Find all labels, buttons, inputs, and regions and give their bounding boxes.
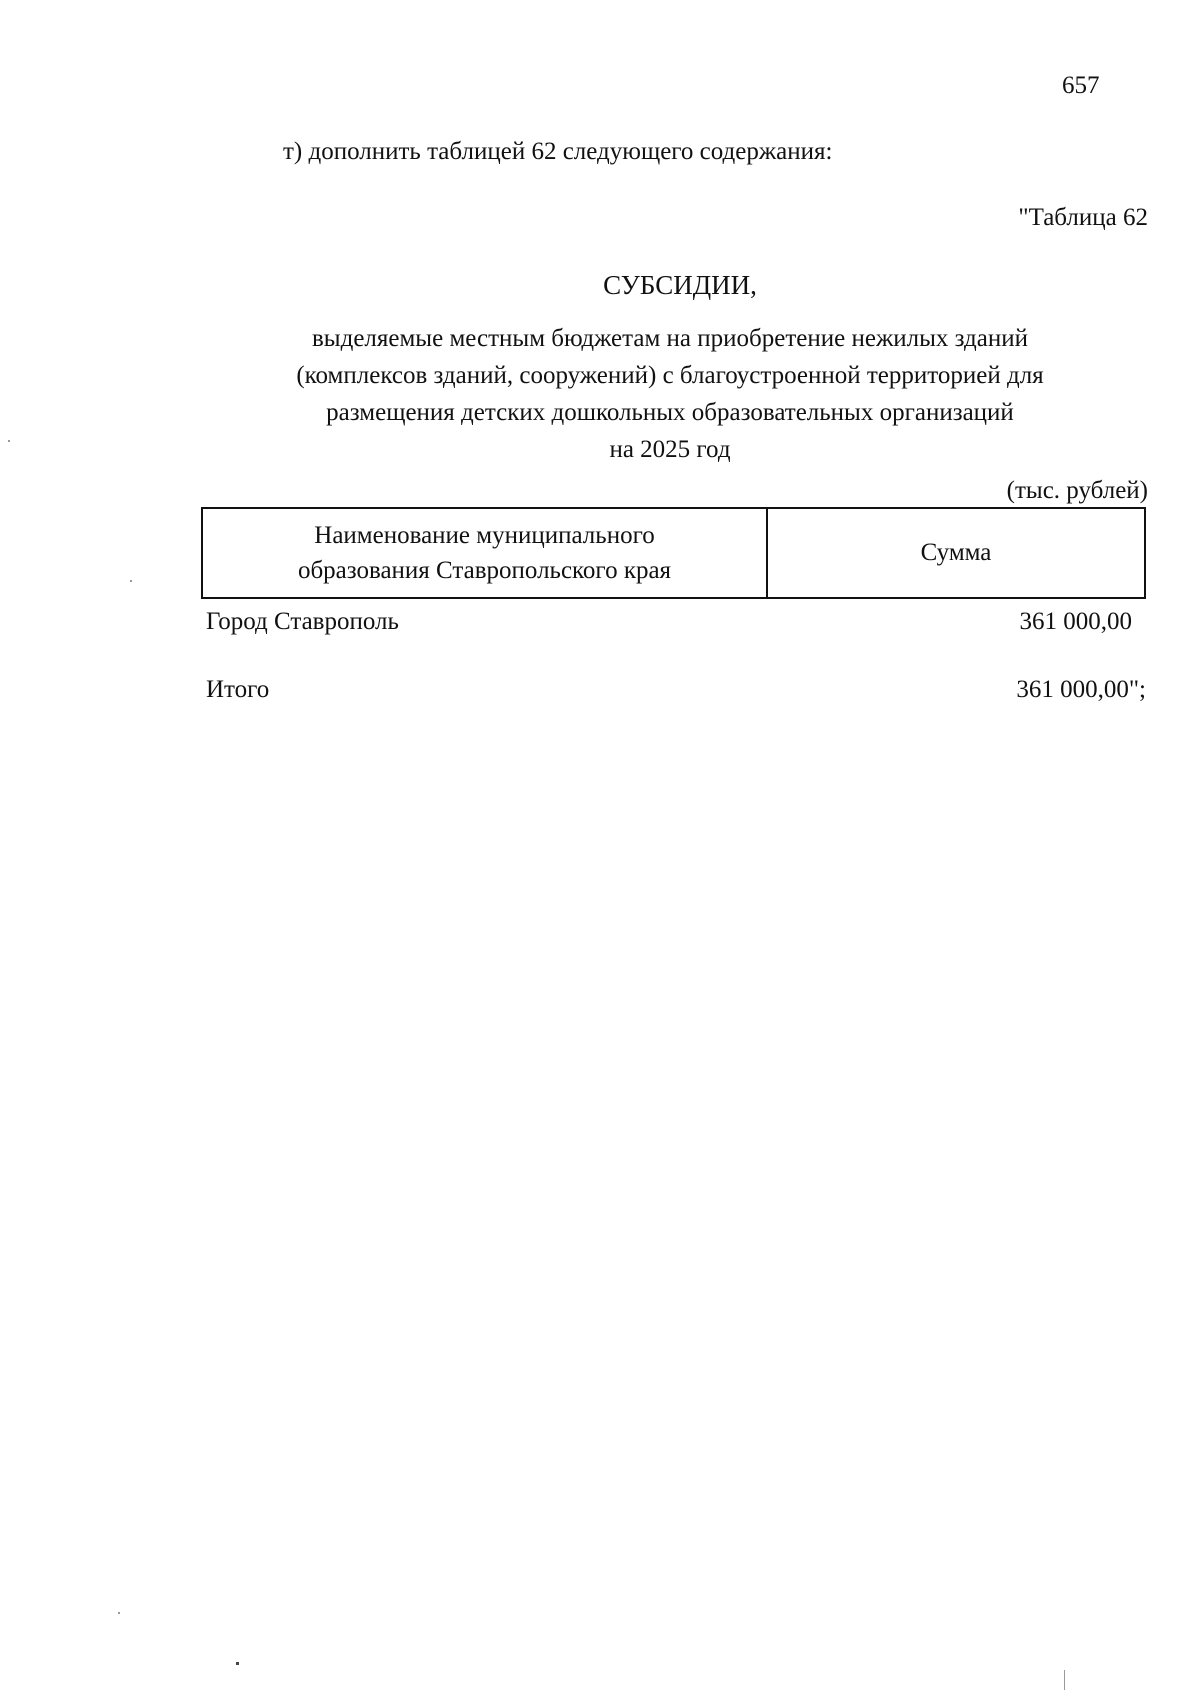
document-title: СУБСИДИИ, bbox=[603, 270, 757, 300]
total-row bbox=[206, 676, 1146, 704]
intro-text: т) дополнить таблицей 62 следующего содержания: bbox=[283, 138, 833, 165]
table-header bbox=[201, 507, 1146, 599]
row-sum: 361 000,00 bbox=[1019, 608, 1132, 635]
scan-speck bbox=[130, 580, 132, 582]
subtitle-line: размещения детских дошкольных образовательных организаций bbox=[326, 399, 1014, 426]
row-name: Город Ставрополь bbox=[206, 608, 399, 635]
header-name-line: образования Ставропольского края bbox=[297, 557, 672, 584]
total-sum: 361 000,00"; bbox=[1016, 676, 1146, 703]
scan-speck bbox=[1064, 1670, 1065, 1690]
scan-speck bbox=[118, 1612, 120, 1614]
subtitle-line: (комплексов зданий, сооружений) с благоустроенной территорией для bbox=[296, 362, 1044, 389]
page-number: 657 bbox=[1062, 72, 1100, 99]
total-name: Итого bbox=[206, 676, 270, 703]
units-label: (тыс. рублей) bbox=[1006, 477, 1148, 504]
document-subtitle bbox=[230, 320, 1110, 468]
subtitle-line: выделяемые местным бюджетам на приобретение нежилых зданий bbox=[312, 325, 1028, 352]
header-cell-name bbox=[203, 509, 768, 597]
scan-speck bbox=[8, 440, 10, 442]
header-cell-sum: Сумма bbox=[920, 539, 992, 566]
header-name-line: Наименование муниципального bbox=[314, 522, 655, 549]
subtitle-line: на 2025 год bbox=[609, 436, 731, 463]
scan-speck bbox=[236, 1662, 239, 1665]
table-label: "Таблица 62 bbox=[1018, 204, 1148, 231]
table-row bbox=[206, 608, 1132, 636]
